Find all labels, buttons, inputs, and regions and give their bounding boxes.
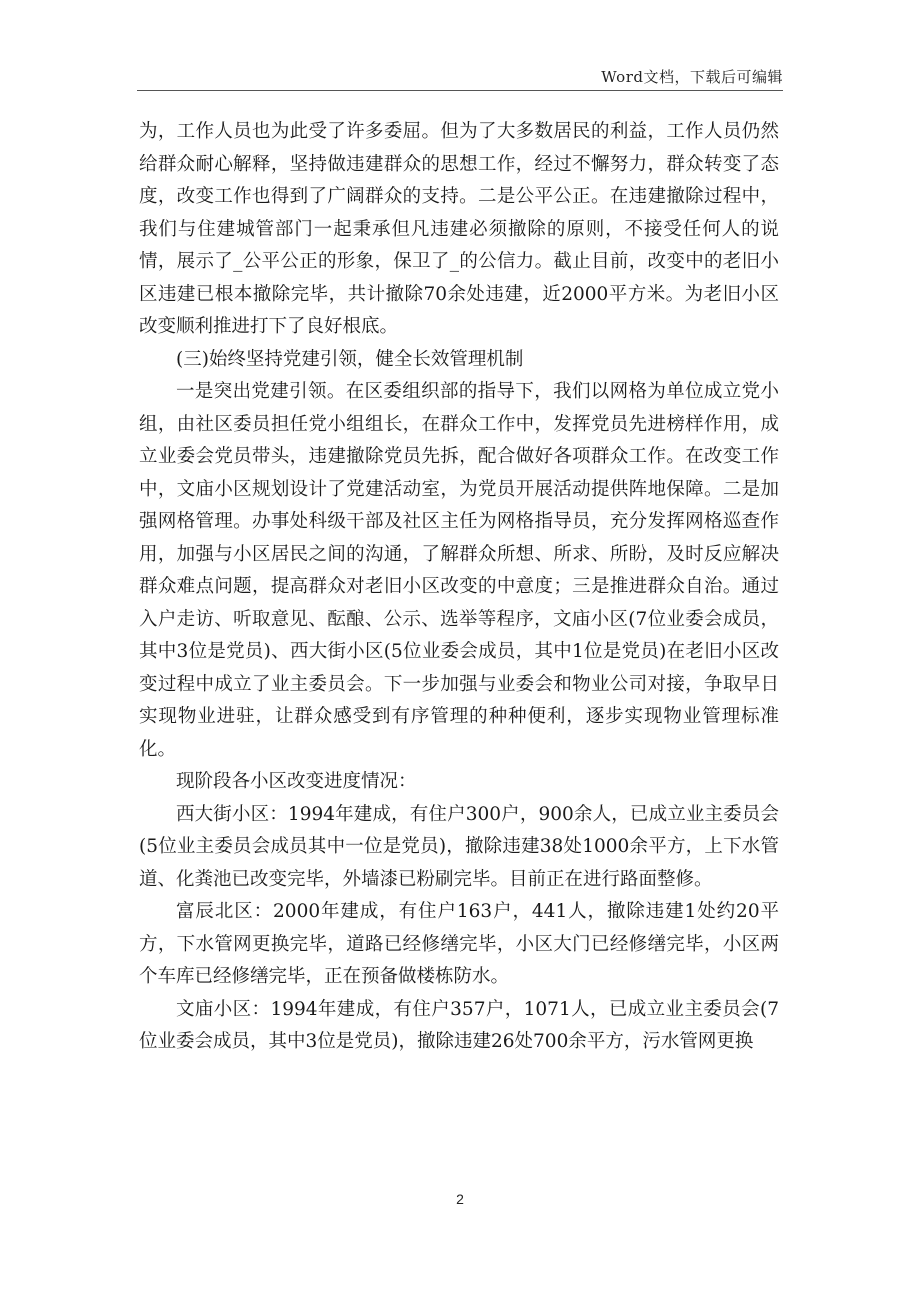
header-divider bbox=[137, 90, 783, 91]
paragraph: 富辰北区：2000年建成，有住户163户，441人，撤除违建1处约20平方，下水管网更换完毕，道路已经修缮完毕，小区大门已经修缮完毕，小区两个车库已经修缮完毕，正在预备做楼栋防水。 bbox=[139, 901, 779, 987]
page-number: 2 bbox=[456, 1191, 464, 1207]
paragraph-continuation: 为，工作人员也为此受了许多委屈。但为了大多数居民的利益，工作人员仍然给群众耐心解释，坚持做违建群众的思想工作，经过不懈努力，群众转变了态度，改变工作也得到了广阔群众的支持。二是公平公正。在违建撤除过程中，我们与住建城管部门一起秉承但凡违建必须撤除的原则，不接受任何人的说情，展示了_公平公正的形象，保卫了_的公信力。截止目前，改变中的老旧小区违建已根本撤除完毕，共计撤除70余处违建，近2000平方米。为老旧小区改变顺利推进打下了良好根底。 bbox=[139, 121, 779, 337]
paragraph: 现阶段各小区改变进度情况： bbox=[176, 771, 417, 792]
document-body bbox=[139, 116, 779, 1059]
page-header-text: Word文档，下载后可编辑 bbox=[601, 68, 783, 86]
paragraph: 西大街小区：1994年建成，有住户300户，900余人，已成立业主委员会(5位业主委员会成员其中一位是党员)，撤除违建38处1000余平方，上下水管道、化粪池已改变完毕，外墙漆已粉刷完毕。目前正在进行路面整修。 bbox=[139, 803, 779, 890]
paragraph: 文庙小区：1994年建成，有住户357户，1071人，已成立业主委员会(7位业委会成员，其中3位是党员)，撤除违建26处700余平方，污水管网更换 bbox=[139, 998, 779, 1052]
paragraph: 一是突出党建引领。在区委组织部的指导下，我们以网格为单位成立党小组，由社区委员担任党小组组长，在群众工作中，发挥党员先进榜样作用，成立业委会党员带头，违建撤除党员先拆，配合做好各项群众工作。在改变工作中，文庙小区规划设计了党建活动室，为党员开展活动提供阵地保障。二是加强网格管理。办事处科级干部及社区主任为网格指导员，充分发挥网格巡查作用，加强与小区居民之间的沟通，了解群众所想、所求、所盼，及时反应解决群众难点问题，提高群众对老旧小区改变的中意度；三是推进群众自治。通过入户走访、听取意见、酝酿、公示、选举等程序，文庙小区(7位业委会成员，其中3位是党员)、西大街小区(5位业委会成员，其中1位是党员)在老旧小区改变过程中成立了业主委员会。下一步加强与业委会和物业公司对接，争取早日实现物业进驻，让群众感受到有序管理的种种便利，逐步实现物业管理标准化。 bbox=[139, 381, 779, 760]
section-heading: (三)始终坚持党建引领，健全长效管理机制 bbox=[176, 348, 524, 370]
